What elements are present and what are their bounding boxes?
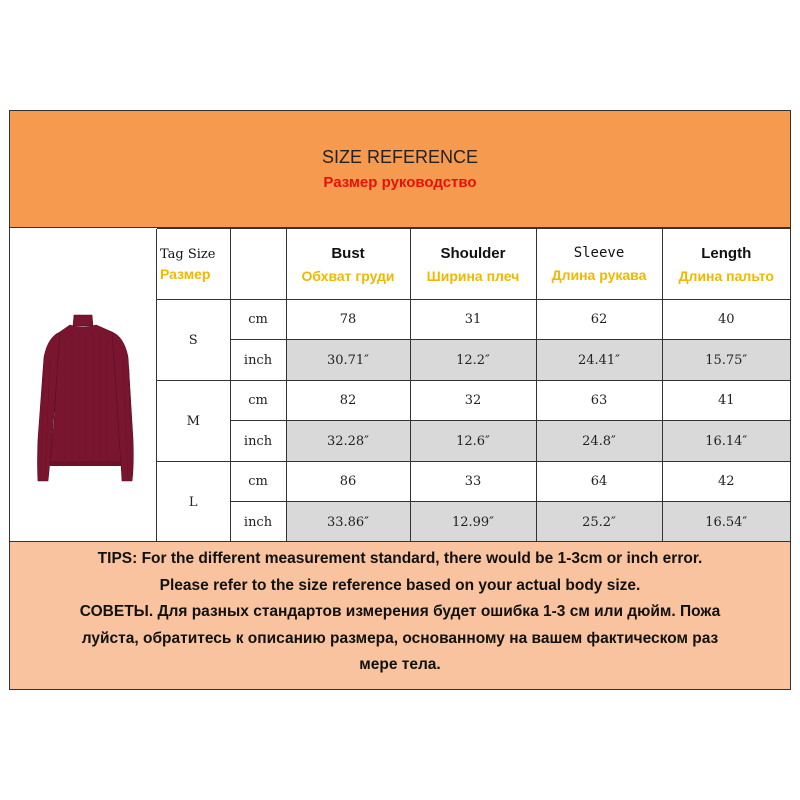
table-cell: 42: [662, 462, 790, 502]
size-chart-header: [10, 111, 790, 228]
table-cell: 12.6″: [410, 421, 536, 462]
table-cell: 78: [286, 300, 410, 340]
table-cell: 12.2″: [410, 340, 536, 381]
chart-subtitle: Размер руководство: [323, 174, 477, 191]
tips-line: луйста, обратитесь к описанию размера, основанному на вашем фактическом раз: [81, 629, 719, 647]
size-label: M: [157, 381, 230, 462]
table-cell: 16.54″: [662, 502, 790, 543]
table-cell: 41: [662, 381, 790, 421]
table-cell: 32.28″: [286, 421, 410, 462]
table-row: [157, 502, 790, 543]
table-header-row: [157, 229, 790, 300]
size-table: [157, 228, 790, 543]
tips-line: СОВЕТЫ. Для разных стандартов измерения будет ошибка 1-3 см или дюйм. Пожа: [79, 603, 721, 620]
tips-line: TIPS: For the different measurement standard, there would be 1-3cm or inch error.: [97, 550, 703, 567]
column-header-shoulder: [410, 229, 536, 300]
table-row: [157, 462, 790, 502]
table-cell: 31: [410, 300, 536, 340]
table-cell: 30.71″: [286, 340, 410, 381]
product-photo: [10, 229, 157, 541]
table-cell: 86: [286, 462, 410, 502]
unit-label-cm: cm: [230, 381, 286, 421]
table-cell: 33: [410, 462, 536, 502]
tips-line: мере тела.: [359, 656, 441, 673]
unit-label-inch: inch: [230, 502, 286, 543]
column-header-length: [662, 229, 790, 300]
table-cell: 82: [286, 381, 410, 421]
column-label-ru: Ширина плеч: [426, 267, 520, 284]
table-cell: 62: [536, 300, 662, 340]
table-cell: 24.41″: [536, 340, 662, 381]
column-label-ru: Обхват груди: [301, 267, 395, 284]
column-label-ru: Длина пальто: [678, 267, 774, 284]
column-label: Sleeve: [573, 245, 625, 261]
table-cell: 33.86″: [286, 502, 410, 543]
table-cell: 40: [662, 300, 790, 340]
table-cell: 64: [536, 462, 662, 502]
table-row: [157, 300, 790, 340]
unit-header: [230, 229, 286, 300]
column-header-bust: [286, 229, 410, 300]
tag-size-label-ru: Размер: [160, 265, 211, 282]
unit-label-cm: cm: [230, 462, 286, 502]
tips-line: Please refer to the size reference based on your actual body size.: [159, 576, 641, 594]
table-row: [157, 381, 790, 421]
column-label: Length: [701, 244, 752, 262]
column-label-ru: Длина рукава: [551, 267, 647, 283]
column-header-sleeve: [536, 229, 662, 300]
column-label: Shoulder: [440, 244, 506, 262]
sweater-image: [10, 229, 157, 541]
table-row: [157, 421, 790, 462]
tips-panel: [10, 541, 790, 689]
table-cell: 25.2″: [536, 502, 662, 543]
table-cell: 12.99″: [410, 502, 536, 543]
tag-size-label: Tag Size: [160, 246, 216, 262]
chart-title: SIZE REFERENCE: [321, 147, 479, 167]
table-cell: 24.8″: [536, 421, 662, 462]
size-label: S: [157, 300, 230, 381]
unit-label-inch: inch: [230, 340, 286, 381]
column-label: Bust: [331, 244, 365, 262]
table-cell: 32: [410, 381, 536, 421]
table-cell: 63: [536, 381, 662, 421]
unit-label-cm: cm: [230, 300, 286, 340]
table-row: [157, 340, 790, 381]
table-cell: 15.75″: [662, 340, 790, 381]
tag-size-header: [157, 229, 230, 300]
size-label: L: [157, 462, 230, 543]
unit-label-inch: inch: [230, 421, 286, 462]
table-cell: 16.14″: [662, 421, 790, 462]
